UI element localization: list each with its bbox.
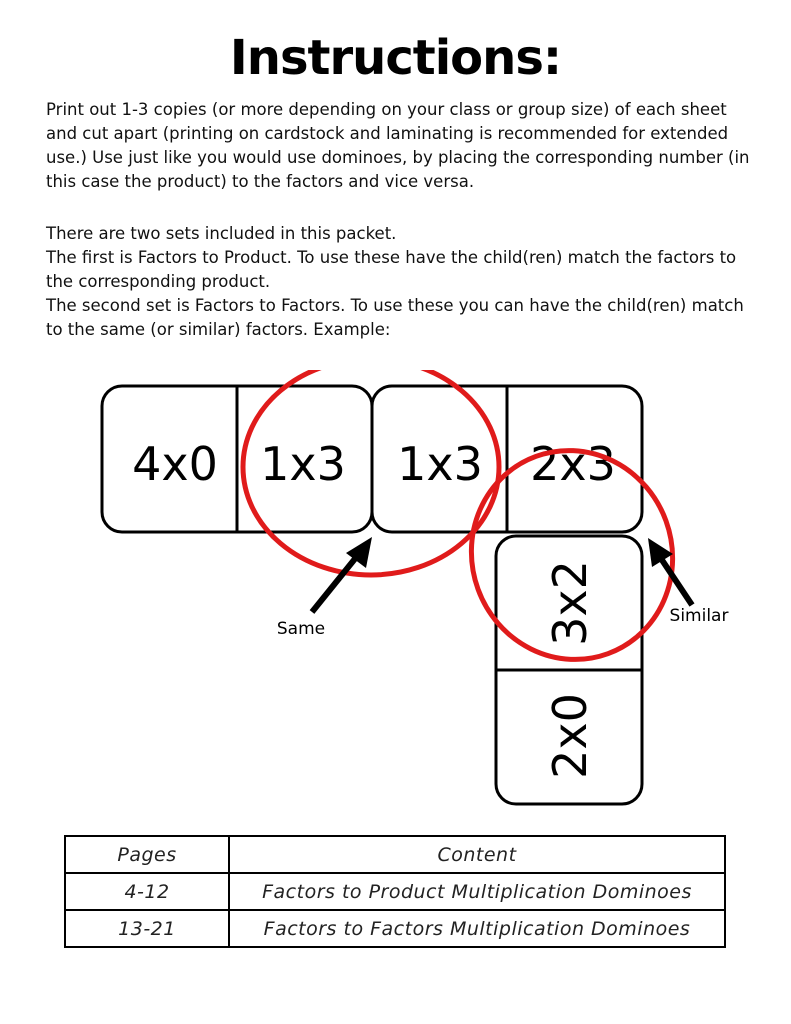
domino-example-diagram — [0, 370, 791, 820]
table-cell-pages: 4-12 — [65, 873, 229, 910]
domino-3-bottom: 2x0 — [543, 693, 597, 779]
pages-header: Pages — [65, 836, 229, 873]
contents-table — [64, 835, 726, 948]
same-label: Same — [276, 619, 326, 639]
table-cell-content: Factors to Product Multiplication Dominoes — [229, 873, 725, 910]
table-header-row — [65, 836, 725, 873]
domino-1-left: 4x0 — [132, 437, 218, 491]
table-row — [65, 873, 725, 910]
content-header: Content — [229, 836, 725, 873]
domino-1-right: 1x3 — [260, 437, 346, 491]
domino-2-right: 2x3 — [530, 437, 616, 491]
intro-paragraph: Print out 1-3 copies (or more depending on your class or group size) of each sheet and cut apart (printing on cardstock and laminating is recommended for extended use.) Use just like you would use dominoes, by placing the corresponding number (in this case the product) to the factors and vice versa. — [46, 100, 750, 191]
table-cell-content: Factors to Factors Multiplication Dominoes — [229, 910, 725, 947]
domino-2 — [372, 386, 642, 532]
table-cell-pages: 13-21 — [65, 910, 229, 947]
domino-2-left: 1x3 — [397, 437, 483, 491]
sets-paragraph: There are two sets included in this packet. The first is Factors to Product. To use these have the child(ren) match the factors to the corresponding product. The second set is Factors to Factors. To use these you can have the child(ren) match to the same (or similar) factors. Example: — [46, 224, 744, 339]
page-title: Instructions: — [229, 30, 562, 86]
similar-label: Similar — [669, 606, 729, 626]
domino-3-vertical — [496, 536, 642, 804]
table-row — [65, 910, 725, 947]
domino-3-top: 3x2 — [543, 560, 597, 646]
domino-1 — [102, 386, 372, 532]
